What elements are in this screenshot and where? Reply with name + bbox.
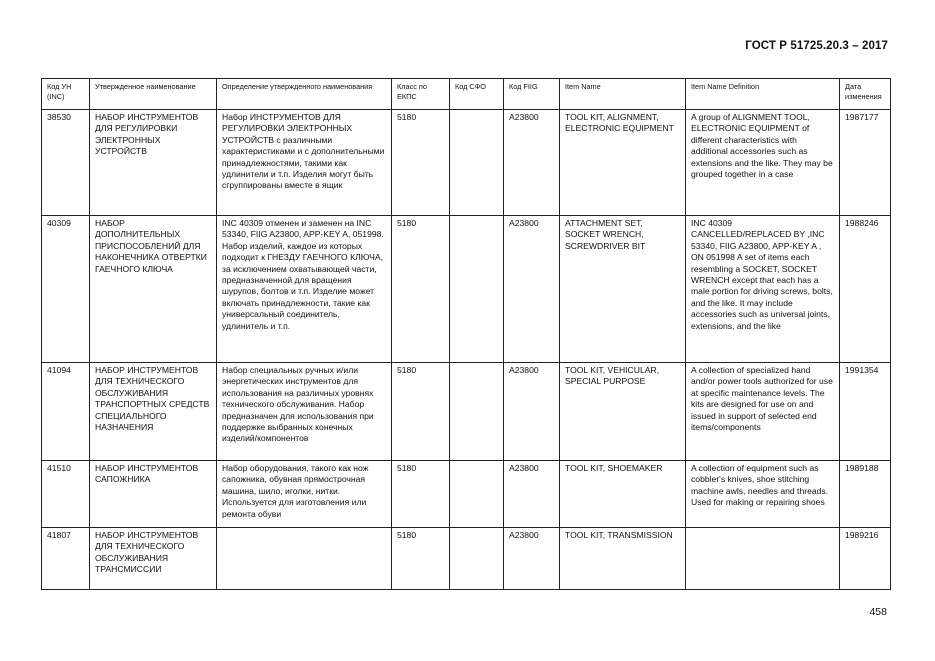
cell-fiig: A23800 [504,528,560,590]
table-row [42,461,891,528]
column-header-ekps: Класс по ЕКПС [392,79,450,110]
column-header-item-definition: Item Name Definition [686,79,840,110]
cell-ekps: 5180 [392,461,450,528]
cell-name-ru: НАБОР ДОПОЛНИТЕЛЬНЫХ ПРИСПОСОБЛЕНИЙ ДЛЯ НАКОНЕЧНИКА ОТВЕРТКИ ГАЕЧНОГО КЛЮЧА [90,216,217,363]
cell-item-name: TOOL KIT, TRANSMISSION [560,528,686,590]
cell-fiig: A23800 [504,110,560,216]
column-header-date: Дата изменения [840,79,891,110]
cell-name-ru: НАБОР ИНСТРУМЕНТОВ ДЛЯ ТЕХНИЧЕСКОГО ОБСЛУЖИВАНИЯ ТРАНСМИССИИ [90,528,217,590]
cell-fiig: A23800 [504,461,560,528]
cell-definition-ru: INC 40309 отменен и заменен на INC 53340, FIIG A23800, APP-KEY A, 051998. Набор изделий, каждое из которых подходит к ГНЕЗДУ ГАЕЧНОГО КЛЮЧА, за исключением охватывающей части, предназначенной для вращения шурупов, болтов и т.п. Изделие может включать принадлежности, такие как универсальный соединитель, удлинитель и т.п. [217,216,392,363]
cell-inc: 40309 [42,216,90,363]
cell-date: 1991354 [840,363,891,461]
cell-ekps: 5180 [392,216,450,363]
cell-fiig: A23800 [504,363,560,461]
cell-item-name: TOOL KIT, ALIGNMENT, ELECTRONIC EQUIPMENT [560,110,686,216]
cell-ekps: 5180 [392,110,450,216]
column-header-sfo: Код СФО [450,79,504,110]
cell-definition-ru: Набор оборудования, такого как нож сапожника, обувная прямострочная машина, шило, иголки, нитки. Используется для изготовления или ремонта обуви [217,461,392,528]
cell-item-name: TOOL KIT, VEHICULAR, SPECIAL PURPOSE [560,363,686,461]
cell-name-ru: НАБОР ИНСТРУМЕНТОВ САПОЖНИКА [90,461,217,528]
cell-name-ru: НАБОР ИНСТРУМЕНТОВ ДЛЯ РЕГУЛИРОВКИ ЭЛЕКТРОННЫХ УСТРОЙСТВ [90,110,217,216]
column-header-inc: Код УН (INC) [42,79,90,110]
cell-definition-ru [217,528,392,590]
inc-table [41,78,891,590]
cell-sfo [450,110,504,216]
cell-inc: 38530 [42,110,90,216]
cell-item-definition: INC 40309 CANCELLED/REPLACED BY ,INC 53340, FIIG A23800, APP-KEY A , ON 051998 A set of items each resembling a SOCKET, SOCKET WRENCH except that each has a male portion for driving screws, bolts, and the like. It may include accessories such as universal joints, extensions, and the like [686,216,840,363]
table-header-row [42,79,891,110]
cell-inc: 41094 [42,363,90,461]
cell-item-definition: A collection of equipment such as cobbler's knives, shoe stitching machine awls, needles and threads. Used for making or repairing shoes [686,461,840,528]
cell-sfo [450,461,504,528]
cell-definition-ru: Набор ИНСТРУМЕНТОВ ДЛЯ РЕГУЛИРОВКИ ЭЛЕКТРОННЫХ УСТРОЙСТВ с различными характеристиками и с дополнительными принадлежностями, такими как удлинители и т.п. Изделия могут быть сгруппированы вместе в ящик [217,110,392,216]
page-number: 458 [869,606,887,618]
cell-item-definition [686,528,840,590]
cell-inc: 41510 [42,461,90,528]
cell-ekps: 5180 [392,363,450,461]
cell-item-name: ATTACHMENT SET, SOCKET WRENCH, SCREWDRIVER BIT [560,216,686,363]
column-header-definition-ru: Определение утвержденного наименования [217,79,392,110]
document-header: ГОСТ Р 51725.20.3 – 2017 [745,40,888,52]
cell-name-ru: НАБОР ИНСТРУМЕНТОВ ДЛЯ ТЕХНИЧЕСКОГО ОБСЛУЖИВАНИЯ ТРАНСПОРТНЫХ СРЕДСТВ СПЕЦИАЛЬНОГО НАЗНАЧЕНИЯ [90,363,217,461]
table-row [42,363,891,461]
column-header-item-name: Item Name [560,79,686,110]
cell-sfo [450,216,504,363]
cell-ekps: 5180 [392,528,450,590]
cell-sfo [450,363,504,461]
cell-item-definition: A group of ALIGNMENT TOOL, ELECTRONIC EQUIPMENT of different characteristics with additional accessories such as extensions and the like. They may be grouped together in a case [686,110,840,216]
cell-item-name: TOOL KIT, SHOEMAKER [560,461,686,528]
cell-date: 1987177 [840,110,891,216]
table-row [42,110,891,216]
table-row [42,528,891,590]
cell-item-definition: A collection of specialized hand and/or power tools authorized for use at specific maintenance levels. The kits are designed for use on and issued in support of selected end items/components [686,363,840,461]
table-row [42,216,891,363]
cell-sfo [450,528,504,590]
column-header-name-ru: Утвержденное наименование [90,79,217,110]
cell-date: 1988246 [840,216,891,363]
column-header-fiig: Код FIIG [504,79,560,110]
cell-definition-ru: Набор специальных ручных и/или энергетических инструментов для использования на различных уровнях технического обслуживания. Набор предназначен для использования при поддержке выбранных конечных изделий/компонентов [217,363,392,461]
cell-date: 1989188 [840,461,891,528]
cell-inc: 41807 [42,528,90,590]
cell-fiig: A23800 [504,216,560,363]
cell-date: 1989216 [840,528,891,590]
